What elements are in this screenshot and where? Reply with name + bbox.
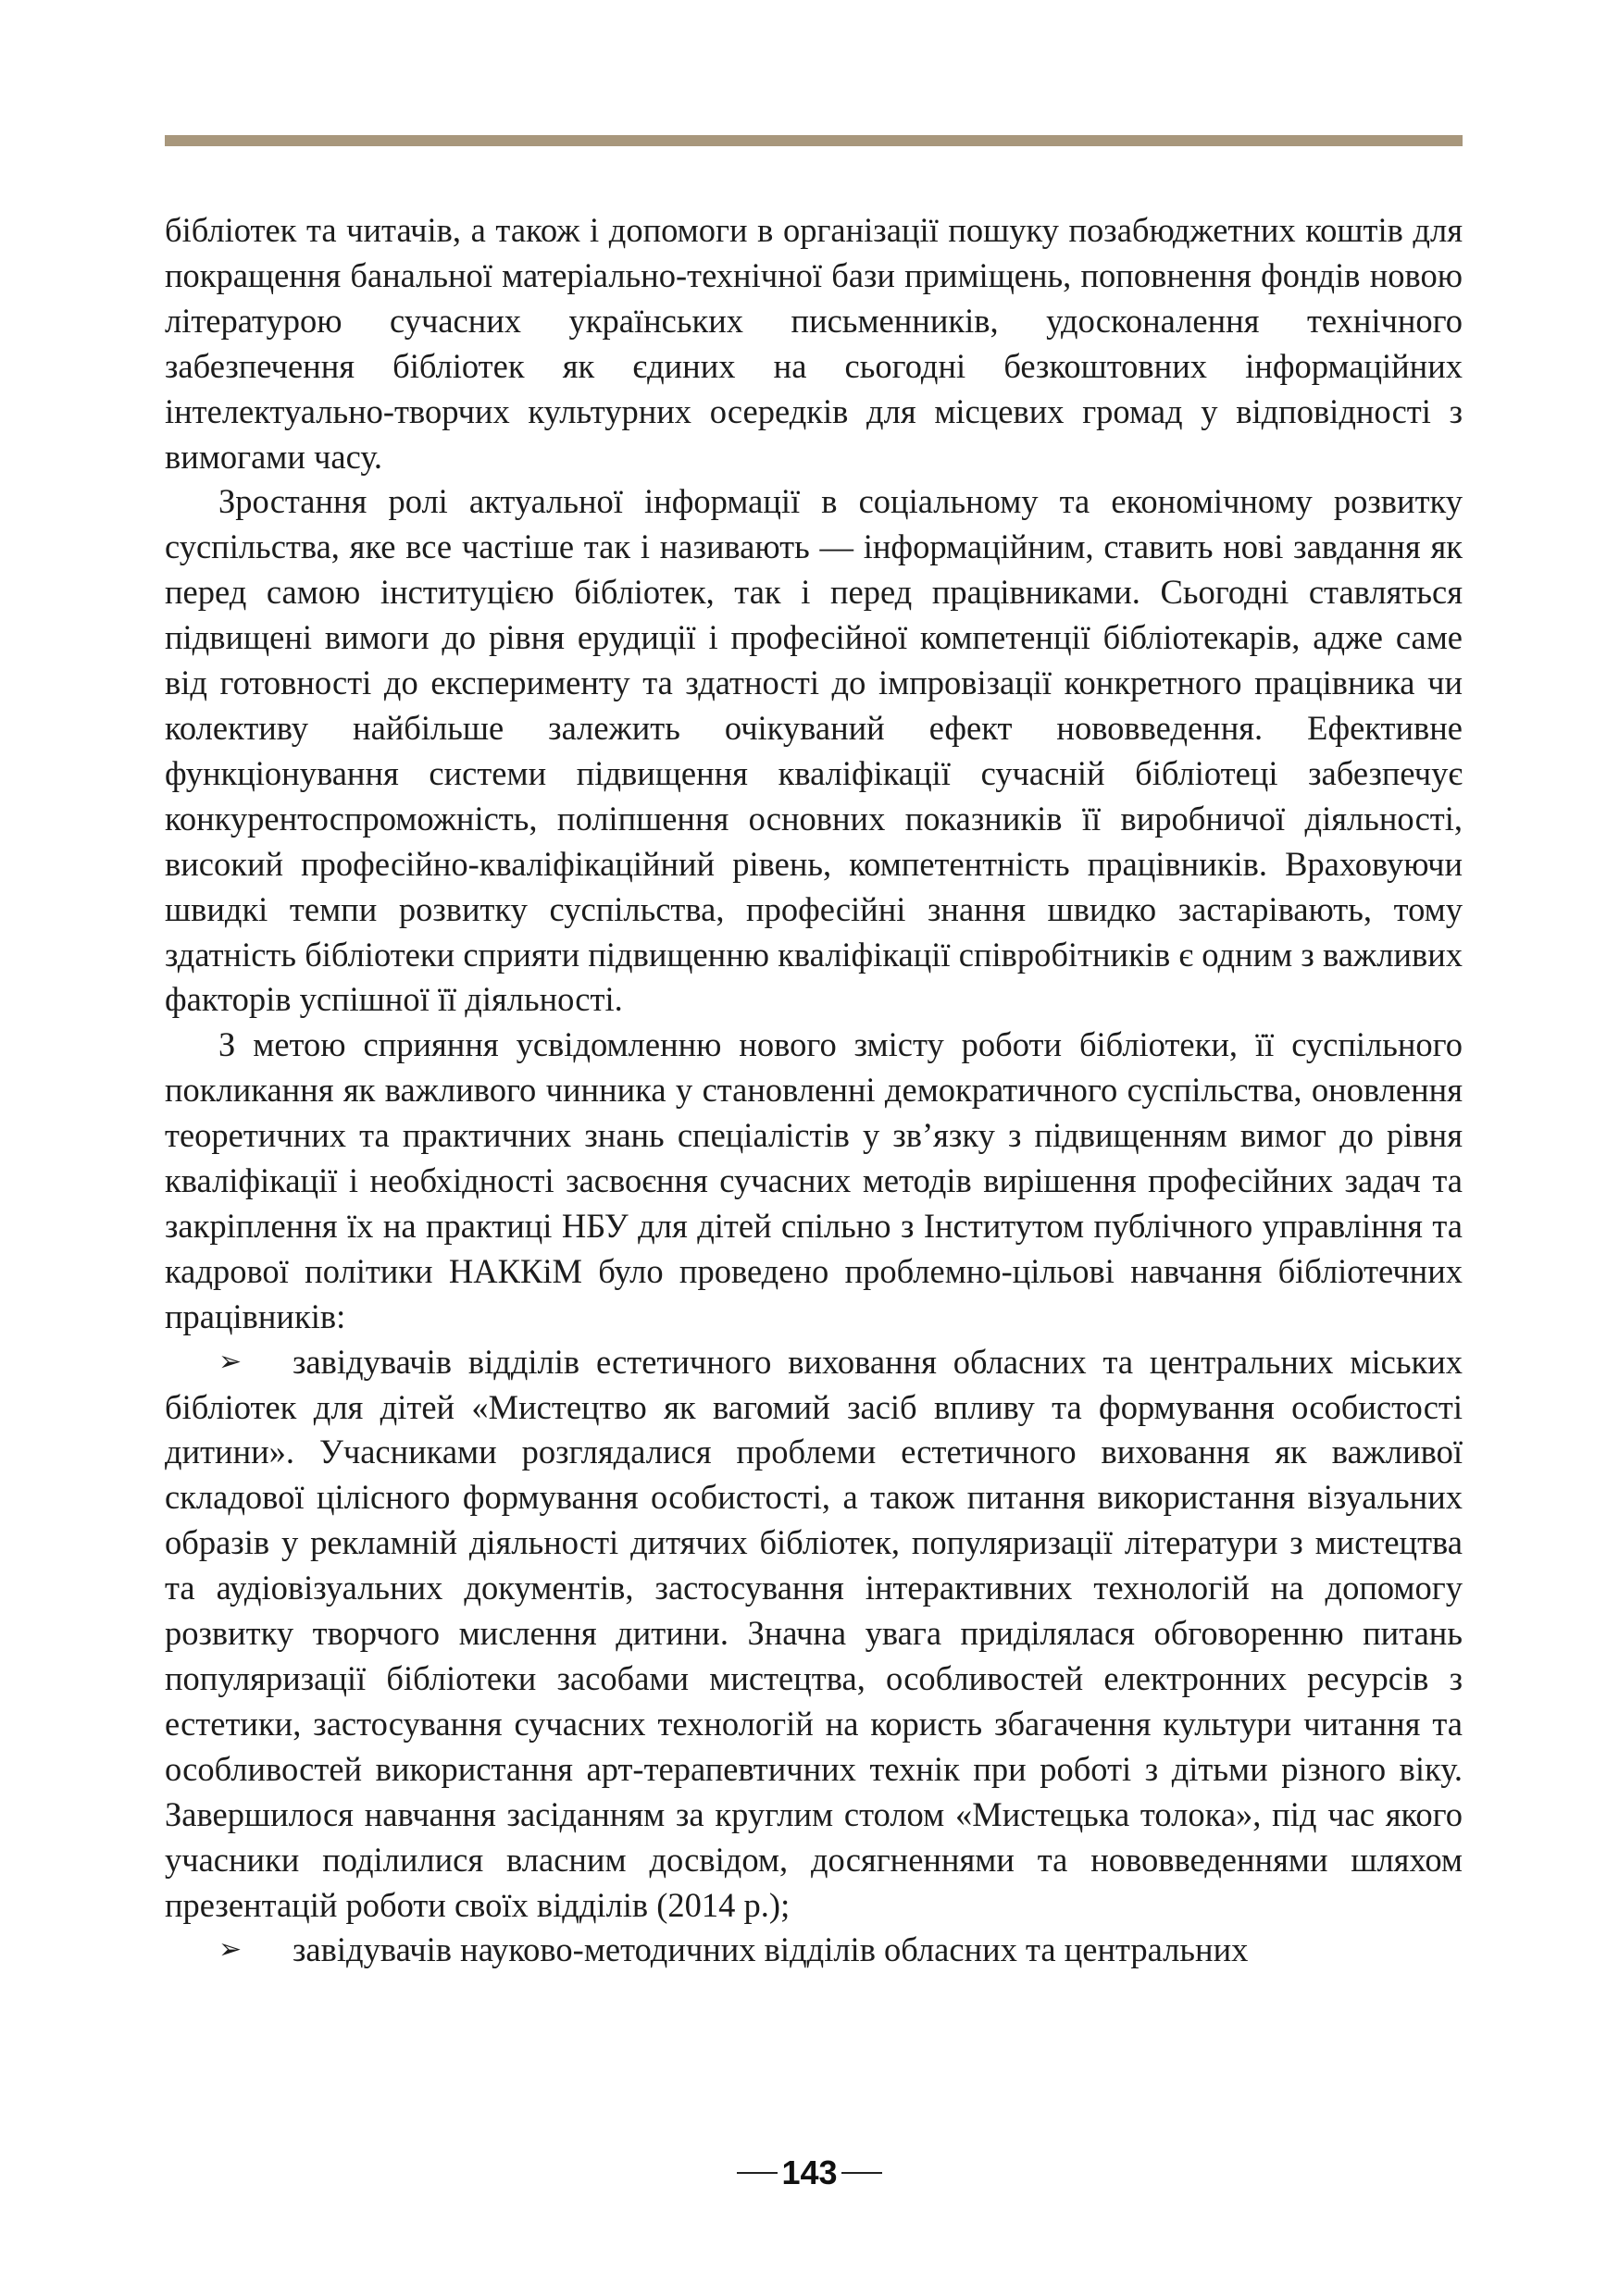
page-footer <box>0 2145 1619 2201</box>
paragraph: З метою сприяння усвідомленню нового змісту роботи бібліотеки, її суспільного покликання як важливого чинника у становленні демократичного суспільства, оновлення теоретичних та практичних знань спеціалістів у зв’язку з підвищенням вимог до рівня кваліфікації і необхідності засвоєння сучасних методів вирішення професійних задач та закріплення їх на практиці НБУ для дітей спільно з Інститутом публічного управління та кадрової політики НАККіМ було проведено проблемно-цільові навчання бібліотечних працівників: <box>165 1025 1463 1335</box>
bullet-item <box>165 1928 1463 1973</box>
body-text <box>165 208 1463 1973</box>
arrow-bullet-icon: ➢ <box>218 1933 243 1967</box>
footer-line-right <box>841 2172 882 2174</box>
paragraph-continuation: бібліотек та читачів, а також і допомоги в організації пошуку позабюджетних коштів для покращення банальної матеріально-технічної бази приміщень, поповнення фондів новою літературою сучасних українських письменників, удосконалення технічного забезпечення бібліотек як єдиних на сьогодні безкоштовних інформаційних інтелектуально-творчих культурних осередків для місцевих громад у відповідності з вимогами часу. <box>165 211 1463 476</box>
bullet-text: завідувачів науково-методичних відділів обласних та центральних <box>293 1930 1249 1969</box>
header-rule <box>165 135 1463 146</box>
footer-line-left <box>737 2172 778 2174</box>
bullet-item <box>165 1340 1463 1929</box>
arrow-bullet-icon: ➢ <box>218 1345 243 1378</box>
bullet-text: завідувачів відділів естетичного виховання обласних та центральних міських бібліотек для дітей «Мистецтво як вагомий засіб впливу та формування особистості дитини». Учасниками розглядалися проблеми естетичного виховання як важливої складової цілісного формування особистості, а також питання використання візуальних образів у рекламній діяльності дитячих бібліотек, популяризації літератури з мистецтва та аудіовізуальних документів, застосування інтерактивних технологій на допомогу розвитку творчого мислення дитини. Значна увага приділялася обговоренню питань популяризації бібліотеки засобами мистецтва, особливостей електронних ресурсів з естетики, застосування сучасних технологій на користь збагачення культури читання та особливостей використання арт-терапевтичних технік при роботі з дітьми різного віку. Завершилося навчання засіданням за круглим столом «Мистецька толока», під час якого учасники поділилися власним досвідом, досягненнями та нововведеннями шляхом презентацій роботи своїх відділів (2014 р.); <box>165 1342 1463 1924</box>
page-number: 143 <box>781 2153 838 2191</box>
paragraph: Зростання ролі актуальної інформації в соціальному та економічному розвитку суспільства, яке все частіше так і називають — інформаційним, ставить нові завдання як перед самою інституцією бібліотек, так і перед працівниками. Сьогодні ставляться підвищені вимоги до рівня ерудиції і професійної компетенції бібліотекарів, адже саме від готовності до експерименту та здатності до імпровізації конкретного працівника чи колективу найбільше залежить очікуваний ефект нововведення. Ефективне функціонування системи підвищення кваліфікації сучасній бібліотеці забезпечує конкурентоспроможність, поліпшення основних показників її виробничої діяльності, високий професійно-кваліфікаційний рівень, компетентність працівників. Враховуючи швидкі темпи розвитку суспільства, професійні знання швидко застарівають, тому здатність бібліотеки сприяти підвищенню кваліфікації співробітників є одним з важливих факторів успішної її діяльності. <box>165 482 1463 1019</box>
